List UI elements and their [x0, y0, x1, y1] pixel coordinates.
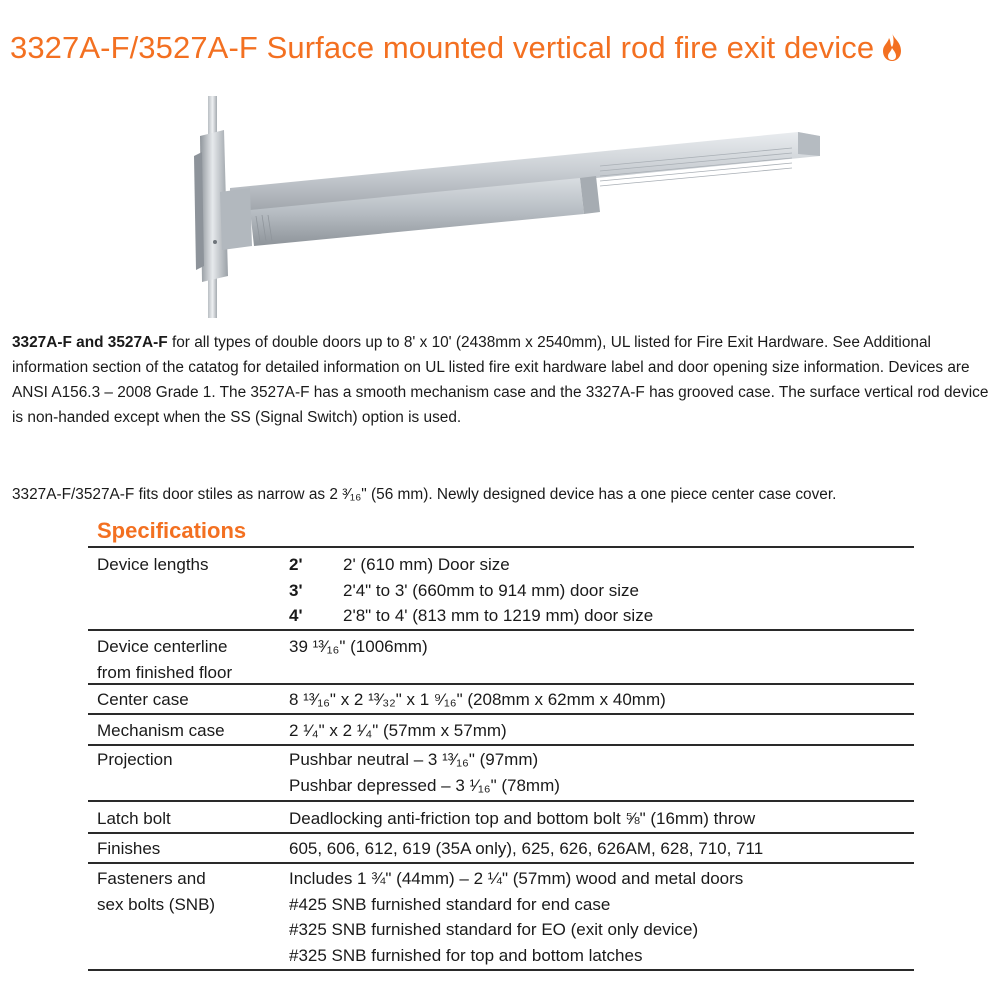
spec-row-latch-bolt: [88, 802, 914, 834]
spec-value: 2 ¹⁄₄" x 2 ¹⁄₄" (57mm x 57mm): [289, 721, 507, 740]
spec-label-line: from finished floor: [97, 662, 233, 682]
flame-icon: [880, 32, 904, 70]
spec-label: Mechanism case: [97, 721, 225, 740]
spec-row-mechanism-case: [88, 715, 914, 746]
spec-row-finishes: [88, 834, 914, 864]
length-item: [289, 603, 914, 629]
spec-label: Finishes: [97, 839, 161, 858]
spec-row-device-lengths: [88, 548, 914, 631]
spec-value-line: #425 SNB furnished standard for end case: [289, 894, 611, 914]
description-stiles-paragraph: 3327A-F/3527A-F fits door stiles as narrow as 2 ³⁄₁₆" (56 mm). Newly designed device has a one piece center case cover.: [12, 486, 837, 503]
spec-label-line: Device centerline: [97, 637, 228, 656]
spec-value-line: Pushbar depressed – 3 ¹⁄₁₆" (78mm): [289, 775, 560, 795]
spec-label-line: sex bolts (SNB): [97, 894, 216, 914]
spec-label-line: Fasteners and: [97, 869, 206, 888]
spec-label: Device lengths: [97, 555, 209, 574]
length-text: 2'8" to 4' (813 mm to 1219 mm) door size: [343, 606, 654, 625]
length-item: [289, 578, 914, 604]
length-text: 2' (610 mm) Door size: [343, 555, 510, 574]
spec-value: 605, 606, 612, 619 (35A only), 625, 626, 626AM, 628, 710, 711: [289, 839, 764, 858]
spec-label: Projection: [97, 750, 173, 769]
spec-value-line: Includes 1 ¾" (44mm) – 2 ¼" (57mm) wood and metal doors: [289, 869, 744, 888]
length-size: 4': [289, 606, 303, 625]
spec-value: 39 ¹³⁄₁₆" (1006mm): [289, 637, 428, 656]
specifications-table: [88, 546, 914, 971]
product-image-exit-device: [180, 96, 820, 318]
length-size: 2': [289, 555, 303, 574]
length-text: 2'4" to 3' (660mm to 914 mm) door size: [343, 580, 639, 600]
spec-value-line: #325 SNB furnished standard for EO (exit only device): [289, 920, 699, 939]
spec-value: [289, 866, 914, 969]
spec-value: [289, 747, 914, 800]
spec-label: Latch bolt: [97, 809, 171, 828]
spec-value: [289, 552, 914, 629]
spec-row-centerline: [88, 631, 914, 685]
description-text: for all types of double doors up to 8' x 10' (2438mm x 2540mm), UL listed for Fire Exit Hardware. See Additional information section of the catatog for detailed information on UL listed fire exit hardware label and door opening size information. Devices are ANSI A156.3 – 2008 Grade 1. The 3527A-F has a smooth mechanism case and the 3327A-F has grooved case. The surface vertical rod device is non-handed except when the SS (Signal Switch) option is used.: [12, 334, 989, 426]
specifications-heading: Specifications: [97, 518, 247, 543]
spec-row-center-case: [88, 685, 914, 715]
length-size: 3': [289, 580, 303, 600]
spec-label: [88, 634, 289, 683]
page-title: [10, 30, 904, 70]
description-bold-lead: 3327A-F and 3527A-F: [12, 334, 168, 351]
spec-row-fasteners: [88, 864, 914, 971]
spec-label: [88, 866, 289, 969]
spec-value: Deadlocking anti-friction top and bottom bolt ⅝" (16mm) throw: [289, 809, 756, 828]
spec-value-line: #325 SNB furnished for top and bottom latches: [289, 945, 643, 965]
description-paragraph: [12, 330, 992, 430]
spec-value-line: Pushbar neutral – 3 ¹³⁄₁₆" (97mm): [289, 750, 539, 769]
spec-label: Center case: [97, 690, 189, 709]
page-title-text: 3327A-F/3527A-F Surface mounted vertical rod fire exit device: [10, 30, 875, 65]
spec-row-projection: [88, 746, 914, 802]
length-item: [289, 552, 914, 578]
spec-value: 8 ¹³⁄₁₆" x 2 ¹³⁄₃₂" x 1 ⁹⁄₁₆" (208mm x 62mm x 40mm): [289, 690, 666, 709]
